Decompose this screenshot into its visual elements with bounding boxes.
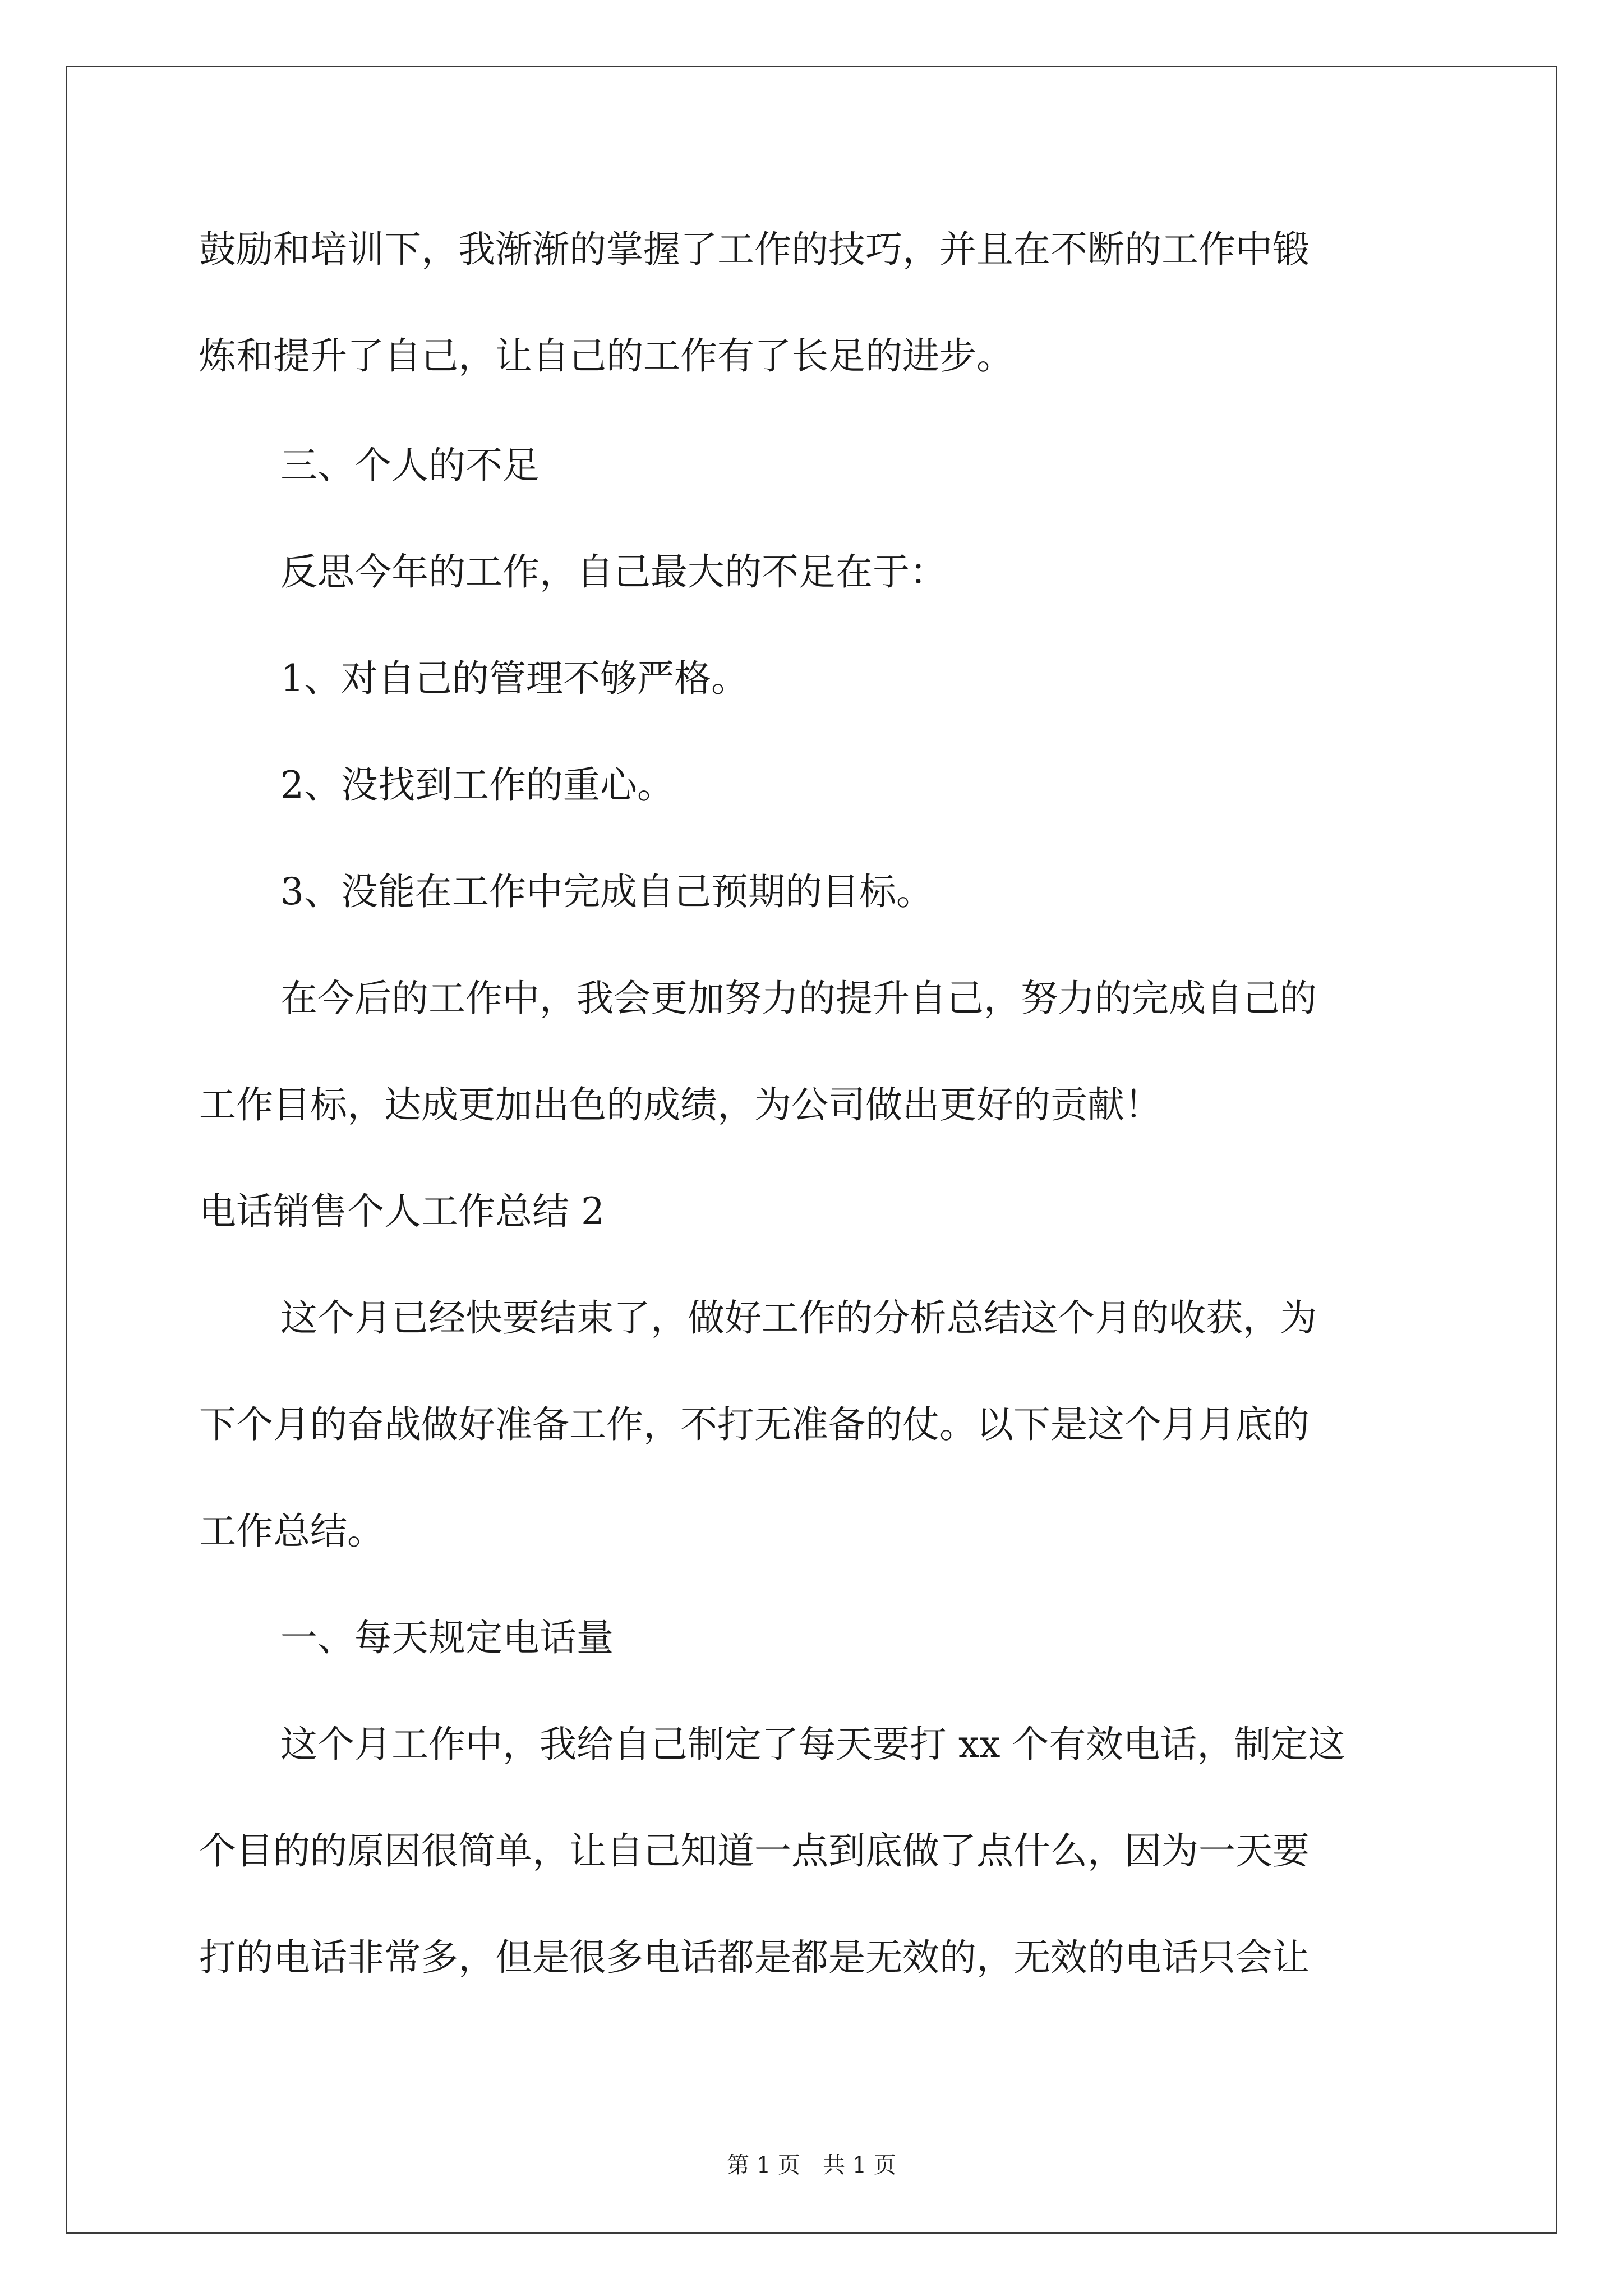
paragraph-line: 这个月已经快要结束了，做好工作的分析总结这个月的收获，为 [280, 1296, 1317, 1340]
section-heading: 一、每天规定电话量 [280, 1616, 614, 1659]
list-item: 3、没能在工作中完成自己预期的目标。 [280, 870, 933, 913]
page-frame [66, 66, 1557, 2234]
paragraph-line: 这个月工作中，我给自己制定了每天要打 xx 个有效电话，制定这 [280, 1723, 1345, 1766]
list-item: 1、对自己的管理不够严格。 [280, 657, 748, 700]
document-title: 电话销售个人工作总结 2 [199, 1190, 605, 1233]
paragraph-line: 打的电话非常多，但是很多电话都是都是无效的，无效的电话只会让 [199, 1936, 1310, 1979]
paragraph-line: 在今后的工作中，我会更加努力的提升自己，努力的完成自己的 [280, 977, 1317, 1020]
paragraph-line: 反思今年的工作，自己最大的不足在于： [280, 550, 947, 593]
paragraph-line: 鼓励和培训下，我渐渐的掌握了工作的技巧，并且在不断的工作中锻 [199, 228, 1310, 271]
page-number-footer: 第 1 页 共 1 页 [727, 2152, 896, 2178]
section-heading: 三、个人的不足 [280, 444, 540, 487]
paragraph-line: 工作目标，达成更加出色的成绩，为公司做出更好的贡献！ [199, 1083, 1161, 1126]
paragraph-line: 下个月的奋战做好准备工作，不打无准备的仗。以下是这个月月底的 [199, 1403, 1310, 1446]
paragraph-line: 工作总结。 [199, 1510, 384, 1553]
paragraph-line: 炼和提升了自己，让自己的工作有了长足的进步。 [199, 334, 1013, 378]
paragraph-line: 个目的的原因很简单，让自己知道一点到底做了点什么，因为一天要 [199, 1829, 1310, 1872]
list-item: 2、没找到工作的重心。 [280, 763, 674, 807]
